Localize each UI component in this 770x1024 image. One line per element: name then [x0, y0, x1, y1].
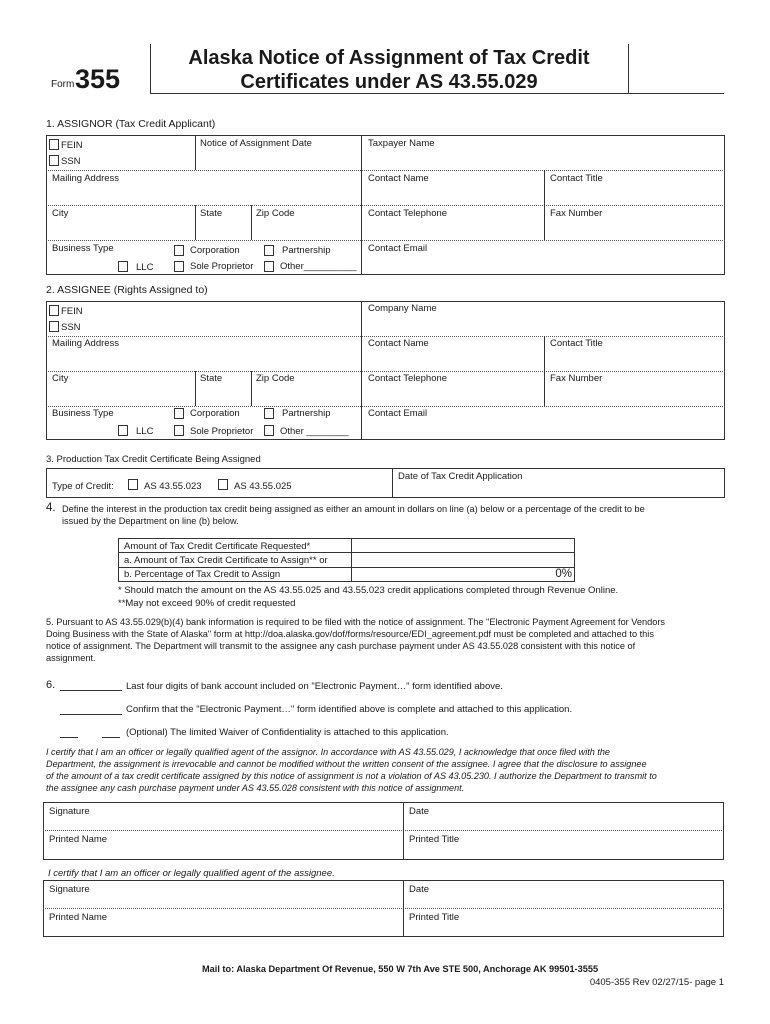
assignee-signature-field[interactable]: Signature [49, 884, 90, 895]
assignor-notice-date-field[interactable]: Notice of Assignment Date [200, 138, 312, 149]
assignee-ssn-checkbox[interactable] [49, 321, 59, 332]
bank-digits-input[interactable] [60, 690, 122, 691]
form-revision: 0405-355 Rev 02/27/15- page 1 [589, 977, 724, 988]
assignor-partnership-checkbox[interactable] [264, 245, 274, 256]
assignor-partnership-label: Partnership [282, 245, 331, 256]
assignor-contact-name-field[interactable]: Contact Name [368, 173, 429, 184]
assignor-ssn-label: SSN [61, 156, 81, 167]
assignor-corporation-label: Corporation [190, 245, 240, 256]
section4-number: 4. [46, 502, 56, 514]
assignor-llc-label: LLC [136, 262, 154, 273]
assignee-contact-name-field[interactable]: Contact Name [368, 338, 429, 349]
section3-heading: 3. Production Tax Credit Certificate Being Assigned [46, 454, 261, 465]
interest-header-label: Amount of Tax Credit Certificate Requested* [124, 541, 311, 552]
interest-percentage-label: b. Percentage of Tax Credit to Assign [124, 569, 281, 580]
interest-amount-input[interactable] [352, 553, 574, 566]
credit-023-checkbox[interactable] [128, 479, 138, 490]
confirm-form-input[interactable] [60, 714, 122, 715]
assignor-contact-title-field[interactable]: Contact Title [550, 173, 603, 184]
assignor-col-date [195, 135, 196, 170]
assignor-llc-checkbox[interactable] [118, 261, 128, 272]
certification-line3: of the amount of a tax credit certificate assigned by this notice of assignment is not a violation of AS 43.05.230. I authorize the Department to transmit to [46, 771, 657, 781]
assignor-sole-proprietor-label: Sole Proprietor [190, 261, 254, 272]
assignor-email-field[interactable]: Contact Email [368, 243, 428, 254]
assignee-llc-label: LLC [136, 426, 154, 437]
credit-025-label: AS 43.55.025 [234, 481, 292, 492]
assignee-business-type-label: Business Type [52, 408, 114, 419]
interest-amount-label: a. Amount of Tax Credit Certificate to Assign** or [124, 555, 328, 566]
section6-item2: Confirm that the "Electronic Payment…" form identified above is complete and attached to this application. [126, 704, 573, 715]
assignor-signature-row-line [43, 830, 724, 831]
assignee-email-field[interactable]: Contact Email [368, 408, 428, 419]
assignor-state-field[interactable]: State [200, 208, 223, 219]
page-title-line2: Certificates under AS 43.55.029 [240, 71, 538, 93]
header-divider-right [628, 44, 629, 94]
section6-number: 6. [46, 679, 56, 691]
assignee-row-line-2 [46, 371, 725, 372]
section6-item3: (Optional) The limited Waiver of Confidentiality is attached to this application. [126, 727, 449, 738]
assignee-ssn-label: SSN [61, 322, 81, 333]
assignor-other-checkbox[interactable] [264, 261, 274, 272]
assignor-business-type-label: Business Type [52, 243, 114, 254]
assignor-heading: 1. ASSIGNOR (Tax Credit Applicant) [46, 118, 216, 130]
section4-note2: **May not exceed 90% of credit requested [118, 598, 296, 609]
credit-025-checkbox[interactable] [218, 479, 228, 490]
assignor-col-title [544, 170, 545, 240]
assignor-mailing-address-field[interactable]: Mailing Address [52, 173, 120, 184]
assignor-other-field[interactable]: Other__________ [280, 261, 357, 272]
assignor-sole-proprietor-checkbox[interactable] [174, 261, 184, 272]
assignee-printed-name-field[interactable]: Printed Name [49, 912, 108, 923]
assignor-fein-label: FEIN [61, 140, 83, 151]
interest-row-line-2 [118, 567, 575, 568]
assignee-col-zip [251, 371, 252, 406]
application-date-field[interactable]: Date of Tax Credit Application [398, 471, 523, 482]
assignee-other-field[interactable]: Other ________ [280, 426, 349, 437]
section4-text-line2: issued by the Department on line (b) below. [62, 516, 239, 526]
assignor-row-line-2 [46, 205, 725, 206]
assignee-state-field[interactable]: State [200, 373, 223, 384]
section5-line2: Doing Business with the State of Alaska" form at http://doa.alaska.gov/dof/forms/resource/EDI_agreement.pdf must be completed and attached to this [46, 629, 654, 639]
assignee-company-name-field[interactable]: Company Name [368, 303, 437, 314]
section4-text-line1: Define the interest in the production tax credit being assigned as either an amount in dollars on line (a) below or a percentage of the credit to be [62, 504, 645, 514]
section5-line1: 5. Pursuant to AS 43.55.029(b)(4) bank information is required to be filed with the notice of assignment. The "Electronic Payment Agreement for Vendors [46, 617, 665, 627]
assignor-signature-field[interactable]: Signature [49, 806, 90, 817]
assignee-llc-checkbox[interactable] [118, 425, 128, 436]
assignee-certification: I certify that I am an officer or legally qualified agent of the assignee. [48, 868, 335, 879]
assignee-city-field[interactable]: City [52, 373, 69, 384]
assignee-fein-label: FEIN [61, 306, 83, 317]
section3-divider [392, 468, 393, 498]
section6-item1: Last four digits of bank account included on "Electronic Payment…" form identified above. [126, 681, 503, 692]
assignor-city-field[interactable]: City [52, 208, 69, 219]
assignee-corporation-label: Corporation [190, 408, 240, 419]
certification-line2: Department, the assignment is irrevocable and cannot be modified without the written consent of the assignee. I agree that the disclosure to assignee [46, 759, 647, 769]
assignee-contact-title-field[interactable]: Contact Title [550, 338, 603, 349]
section5-line4: assignment. [46, 653, 96, 663]
assignee-zip-field[interactable]: Zip Code [256, 373, 295, 384]
assignee-other-checkbox[interactable] [264, 425, 274, 436]
assignor-fein-checkbox[interactable] [49, 139, 59, 150]
certification-line1: I certify that I am an officer or legally qualified agent of the assignor. In accordance with AS 43.55.029, I acknowledge that once filed with the [46, 747, 610, 757]
assignee-row-line-3 [46, 406, 725, 407]
assignor-col-state [195, 205, 196, 240]
assignee-partnership-checkbox[interactable] [264, 408, 274, 419]
page-title-line1: Alaska Notice of Assignment of Tax Credit [188, 47, 590, 69]
certification-line4: the assignee any cash purchase payment under AS 43.55.028 consistent with this notice of assignment. [46, 783, 465, 793]
assignor-sign-date-field[interactable]: Date [409, 806, 430, 817]
assignor-row-line-1 [46, 170, 725, 171]
assignee-sole-proprietor-checkbox[interactable] [174, 425, 184, 436]
assignor-zip-field[interactable]: Zip Code [256, 208, 295, 219]
assignor-row-line-3 [46, 240, 725, 241]
section5-line3: notice of assignment. The Department will transmit to the assignee any cash purchase payment under AS 43.55.028 consistent with this notice of [46, 641, 636, 651]
assignee-corporation-checkbox[interactable] [174, 408, 184, 419]
assignee-mailing-address-field[interactable]: Mailing Address [52, 338, 120, 349]
assignor-ssn-checkbox[interactable] [49, 155, 59, 166]
interest-percentage-input[interactable]: 0% [555, 568, 572, 580]
assignee-printed-title-field[interactable]: Printed Title [409, 912, 460, 923]
assignor-taxpayer-name-field[interactable]: Taxpayer Name [368, 138, 435, 149]
assignee-row-line-1 [46, 336, 725, 337]
assignee-col-title [544, 336, 545, 406]
waiver-input-a[interactable] [60, 737, 78, 738]
credit-023-label: AS 43.55.023 [144, 481, 202, 492]
waiver-input-b[interactable] [102, 737, 120, 738]
assignee-signature-row-line [43, 908, 724, 909]
page-title [150, 46, 628, 94]
assignor-telephone-field[interactable]: Contact Telephone [368, 208, 448, 219]
form-label: Form [51, 79, 75, 90]
assignee-col-state [195, 371, 196, 406]
assignor-printed-title-field[interactable]: Printed Title [409, 834, 460, 845]
credit-type-label: Type of Credit: [52, 481, 114, 492]
assignor-signature-divider [403, 802, 404, 860]
assignee-fein-checkbox[interactable] [49, 305, 59, 316]
assignee-partnership-label: Partnership [282, 408, 331, 419]
assignor-corporation-checkbox[interactable] [174, 245, 184, 256]
assignor-col-contact [361, 135, 362, 275]
section4-note1: * Should match the amount on the AS 43.55.025 and 43.55.023 credit applications completed through Revenue Online. [118, 585, 619, 596]
assignor-fax-field[interactable]: Fax Number [550, 208, 603, 219]
assignor-col-zip [251, 205, 252, 240]
assignor-signature-table [43, 802, 724, 860]
assignee-signature-divider [403, 880, 404, 937]
assignee-telephone-field[interactable]: Contact Telephone [368, 373, 448, 384]
assignee-heading: 2. ASSIGNEE (Rights Assigned to) [46, 284, 208, 296]
mailing-instructions: Mail to: Alaska Department Of Revenue, 550 W 7th Ave STE 500, Anchorage AK 99501-3555 [202, 964, 599, 974]
form-number: 355 [75, 64, 121, 94]
assignor-printed-name-field[interactable]: Printed Name [49, 834, 108, 845]
assignee-col-contact [361, 301, 362, 440]
assignee-fax-field[interactable]: Fax Number [550, 373, 603, 384]
assignee-sole-proprietor-label: Sole Proprietor [190, 426, 254, 437]
assignee-sign-date-field[interactable]: Date [409, 884, 430, 895]
